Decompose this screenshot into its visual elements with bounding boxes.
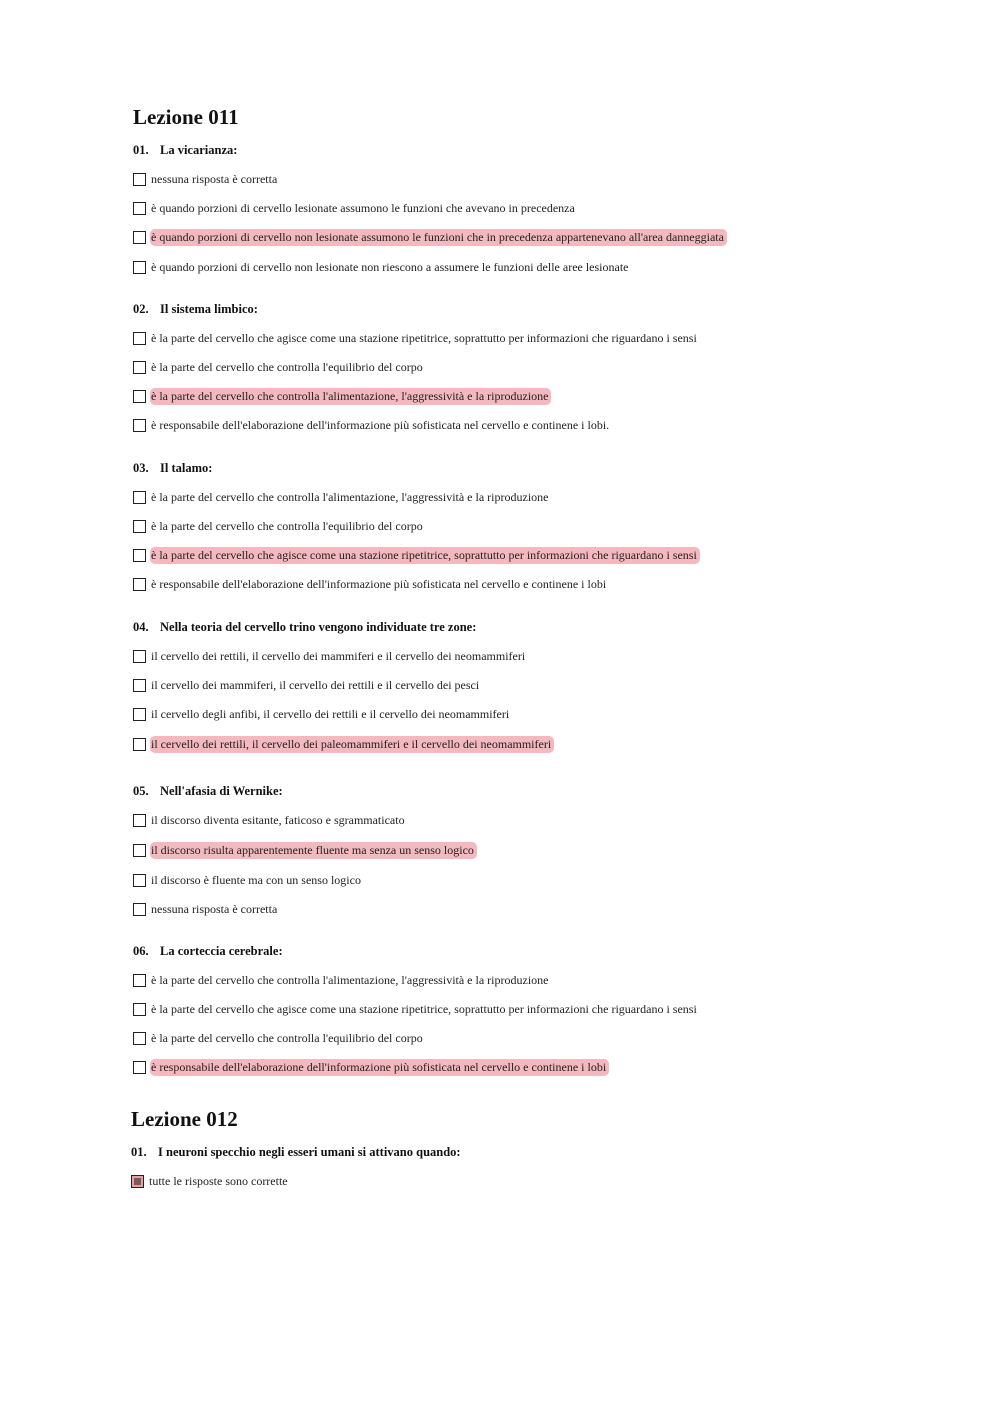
- answer-option-highlighted[interactable]: [133, 228, 727, 246]
- question-number: 01.: [131, 1145, 147, 1159]
- question-text: La corteccia cerebrale:: [160, 944, 283, 958]
- answer-option-highlighted[interactable]: [133, 387, 551, 405]
- option-text: è quando porzioni di cervello non lesionate assumono le funzioni che in precedenza appartenevano all'area danneggiata: [150, 229, 727, 246]
- answer-option[interactable]: [133, 517, 426, 535]
- option-text: è responsabile dell'elaborazione dell'informazione più sofisticata nel cervello e continene i lobi: [151, 576, 607, 591]
- answer-option-highlighted[interactable]: [133, 841, 477, 859]
- checkbox[interactable]: [133, 419, 146, 432]
- answer-option[interactable]: [133, 575, 609, 593]
- question-heading: [133, 944, 283, 959]
- option-text: è la parte del cervello che controlla l'alimentazione, l'aggressività e la riproduzione: [151, 489, 549, 504]
- checkbox[interactable]: [133, 549, 146, 562]
- checkbox[interactable]: [133, 903, 146, 916]
- question-text: Il sistema limbico:: [160, 302, 258, 316]
- checkbox[interactable]: [133, 1032, 146, 1045]
- option-text: tutte le risposte sono corrette: [149, 1173, 288, 1188]
- checkbox[interactable]: [133, 173, 146, 186]
- option-text: il cervello dei rettili, il cervello dei paleomammiferi e il cervello dei neomammiferi: [150, 736, 554, 753]
- checkbox[interactable]: [133, 520, 146, 533]
- checkbox[interactable]: [133, 361, 146, 374]
- option-text: è quando porzioni di cervello non lesionate non riescono a assumere le funzioni delle aree lesionate: [151, 259, 629, 274]
- answer-option[interactable]: [133, 871, 364, 889]
- answer-option[interactable]: [133, 416, 612, 434]
- answer-option[interactable]: [133, 676, 482, 694]
- answer-option[interactable]: [133, 971, 551, 989]
- checkbox[interactable]: [133, 738, 146, 751]
- answer-option[interactable]: [133, 811, 408, 829]
- question-text: Nella teoria del cervello trino vengono individuate tre zone:: [160, 620, 477, 634]
- checkbox[interactable]: [133, 390, 146, 403]
- question-heading: [133, 784, 283, 799]
- option-text: il discorso diventa esitante, faticoso e sgrammaticato: [151, 812, 405, 827]
- answer-option-highlighted[interactable]: [133, 735, 554, 753]
- lesson-title: Lezione 012: [131, 1107, 238, 1131]
- option-text: è la parte del cervello che controlla l'equilibrio del corpo: [151, 518, 423, 533]
- option-text: è la parte del cervello che agisce come una stazione ripetitrice, soprattutto per informazioni che riguardano i sensi: [151, 1001, 697, 1016]
- checkbox[interactable]: [133, 814, 146, 827]
- option-text: è quando porzioni di cervello lesionate assumono le funzioni che avevano in precedenza: [151, 200, 575, 215]
- question-number: 04.: [133, 620, 149, 634]
- answer-option-highlighted[interactable]: [133, 1058, 609, 1076]
- answer-option[interactable]: [133, 1000, 700, 1018]
- option-text: il cervello degli anfibi, il cervello dei rettili e il cervello dei neomammiferi: [151, 706, 510, 721]
- option-text: è la parte del cervello che agisce come una stazione ripetitrice, soprattutto per informazioni che riguardano i sensi: [151, 330, 697, 345]
- option-text: nessuna risposta è corretta: [151, 171, 278, 186]
- option-text: è la parte del cervello che controlla l'alimentazione, l'aggressività e la riproduzione: [151, 972, 549, 987]
- question-text: La vicarianza:: [160, 143, 238, 157]
- answer-option[interactable]: [133, 705, 512, 723]
- answer-option[interactable]: [131, 1172, 291, 1190]
- option-text: il cervello dei rettili, il cervello dei mammiferi e il cervello dei neomammiferi: [151, 648, 526, 663]
- answer-option[interactable]: [133, 258, 632, 276]
- option-text: è la parte del cervello che controlla l'equilibrio del corpo: [151, 359, 423, 374]
- answer-option-highlighted[interactable]: [133, 546, 700, 564]
- checkbox[interactable]: [133, 332, 146, 345]
- answer-option[interactable]: [133, 170, 280, 188]
- answer-option[interactable]: [133, 488, 551, 506]
- option-text: nessuna risposta è corretta: [151, 901, 278, 916]
- option-text: è responsabile dell'elaborazione dell'informazione più sofisticata nel cervello e continene i lobi.: [151, 417, 610, 432]
- checkbox[interactable]: [133, 708, 146, 721]
- option-text: è la parte del cervello che agisce come una stazione ripetitrice, soprattutto per informazioni che riguardano i sensi: [150, 547, 700, 564]
- checkbox[interactable]: [133, 261, 146, 274]
- question-text: I neuroni specchio negli esseri umani si attivano quando:: [158, 1145, 461, 1159]
- question-heading: [131, 1145, 461, 1160]
- checkbox[interactable]: [133, 1003, 146, 1016]
- checkbox[interactable]: [133, 1061, 146, 1074]
- answer-option[interactable]: [133, 1029, 426, 1047]
- question-number: 02.: [133, 302, 149, 316]
- question-heading: [133, 620, 476, 635]
- option-text: è responsabile dell'elaborazione dell'informazione più sofisticata nel cervello e continene i lobi: [150, 1059, 609, 1076]
- lesson-title: Lezione 011: [133, 105, 239, 129]
- option-text: il discorso è fluente ma con un senso logico: [151, 872, 361, 887]
- question-number: 01.: [133, 143, 149, 157]
- option-text: il cervello dei mammiferi, il cervello dei rettili e il cervello dei pesci: [151, 677, 480, 692]
- question-heading: [133, 461, 212, 476]
- checkbox[interactable]: [133, 844, 146, 857]
- answer-option[interactable]: [133, 329, 700, 347]
- checkbox[interactable]: [133, 679, 146, 692]
- checkbox[interactable]: [133, 202, 146, 215]
- question-heading: [133, 302, 258, 317]
- checkbox[interactable]: [133, 874, 146, 887]
- option-text: è la parte del cervello che controlla l'alimentazione, l'aggressività e la riproduzione: [150, 388, 551, 405]
- question-text: Nell'afasia di Wernike:: [160, 784, 283, 798]
- checkbox[interactable]: [133, 578, 146, 591]
- question-heading: [133, 143, 237, 158]
- option-text: il discorso risulta apparentemente fluente ma senza un senso logico: [150, 842, 477, 859]
- answer-option[interactable]: [133, 900, 280, 918]
- answer-option[interactable]: [133, 358, 426, 376]
- option-text: è la parte del cervello che controlla l'equilibrio del corpo: [151, 1030, 423, 1045]
- checkbox[interactable]: [133, 231, 146, 244]
- question-number: 03.: [133, 461, 149, 475]
- checkbox[interactable]: [133, 491, 146, 504]
- answer-option[interactable]: [133, 199, 578, 217]
- question-number: 06.: [133, 944, 149, 958]
- checkbox[interactable]: [133, 974, 146, 987]
- checkbox-checked[interactable]: [131, 1175, 144, 1188]
- question-text: Il talamo:: [160, 461, 213, 475]
- answer-option[interactable]: [133, 647, 528, 665]
- checkbox[interactable]: [133, 650, 146, 663]
- question-number: 05.: [133, 784, 149, 798]
